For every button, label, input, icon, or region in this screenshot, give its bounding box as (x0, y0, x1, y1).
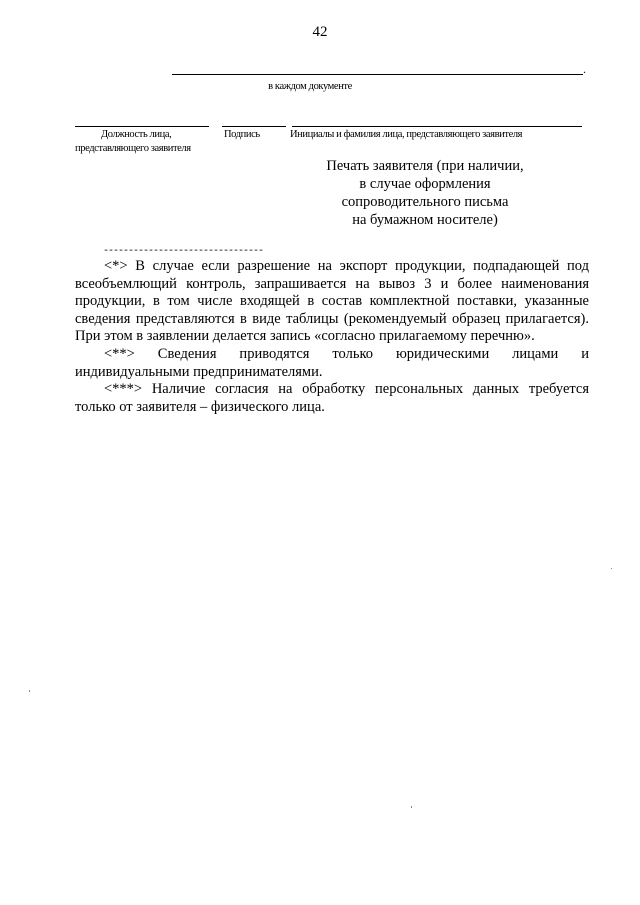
footnote-3 (75, 381, 589, 416)
stamp-note-line2: в случае оформления (359, 176, 491, 192)
initials-caption: Инициалы и фамилия лица, представляющего заявителя (290, 129, 523, 140)
stamp-note-line3: сопроводительного письма (341, 194, 509, 210)
signature-caption: Подпись (224, 129, 260, 140)
footnotes (75, 258, 589, 416)
stamp-note-line1: Печать заявителя (при наличии, (326, 158, 524, 174)
trailing-dot: . (583, 62, 586, 76)
footnote-2 (75, 346, 589, 381)
position-caption (75, 128, 215, 156)
top-line-caption: в каждом документе (268, 81, 352, 92)
stamp-note-line4: на бумажном носителе) (352, 212, 498, 228)
footnote-separator: -------------------------------- (103, 246, 264, 257)
position-caption-line1: Должность лица, (101, 129, 172, 140)
stamp-note (300, 157, 550, 229)
footnote-1 (75, 258, 589, 346)
page-number: 42 (312, 24, 328, 40)
footnote-3-text: <***> Наличие согласия на обработку персональных данных требуется только от заявителя – физического лица. (75, 381, 589, 415)
scan-speck (411, 806, 412, 808)
scan-speck (29, 690, 30, 692)
initials-line (292, 126, 582, 127)
position-caption-line2: представляющего заявителя (75, 143, 191, 154)
position-line (75, 126, 209, 127)
scan-speck (611, 568, 612, 569)
top-fill-line (172, 74, 583, 75)
footnote-1-text: <*> В случае если разрешение на экспорт продукции, подпадающей под всеобъемлющий контроль, запрашивается на вывоз 3 и более наименования продукции, в том числе входящей в состав комплектной поставки, указанные сведения представляются в виде таблицы (рекомендуемый образец прилагается). При этом в заявлении делается запись «согласно прилагаемому перечню». (75, 258, 589, 345)
footnote-2-text: <**> Сведения приводятся только юридическими лицами и индивидуальными предпринимателями. (75, 345, 589, 380)
signature-line (222, 126, 286, 127)
